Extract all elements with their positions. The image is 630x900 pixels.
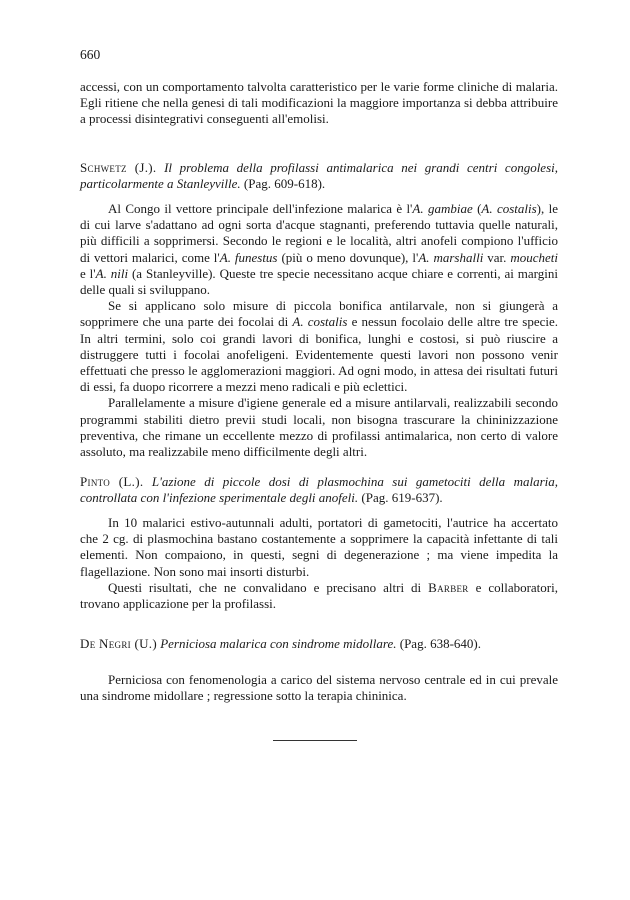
schwetz-abstract (80, 201, 558, 460)
denegri-reference (80, 636, 558, 652)
schwetz-paragraph-1: Al Congo il vettore principale dell'infezione malarica è l'A. gambiae (A. costalis), le di cui larve s'adattano ad ogni sorta d'acque stagnanti, preferendo tuttavia quelle naturali, più difficili a sopprimersi. Secondo le regioni e le località, altri anofeli compiono l'ufficio di vettori malarici, come l'A. funestus (più o meno dovunque), l'A. marshalli var. moucheti e l'A. nili (a Stanleyville). Queste tre specie necessitano acque chiare e correnti, ai margini delle quali si sviluppano. (80, 201, 559, 298)
schwetz-paragraph-2: Se si applicano solo misure di piccola bonifica antilarvale, non si giungerà a sopprimere che una parte dei focolai di A. costalis e nessun focolaio delle altre tre specie. In altri termini, solo coi grandi lavori di bonifica, lunghi e costosi, si può riuscire a distruggere tutti i focolai anofeligeni. Evidentemente questi lavori non possono venir effettuati che presso le agglomerazioni maggiori. Ad ogni modo, in attesa dei risultati futuri di essi, fa duopo ricorrere a mezzi meno radicali e più eclettici. (80, 298, 558, 395)
intro-paragraph (80, 79, 558, 128)
schwetz-author: Schwetz (J.). (80, 160, 157, 175)
pinto-abstract (80, 515, 558, 612)
denegri-pages: (Pag. 638-640). (399, 636, 481, 651)
denegri-abstract (80, 672, 558, 704)
intro-text: accessi, con un comportamento talvolta caratteristico per le varie forme cliniche di malaria. Egli ritiene che nella genesi di tali modificazioni la maggiore importanza si debba attribuire a processi disintegrativi conseguenti all'emolisi. (80, 79, 558, 127)
denegri-paragraph-1: Perniciosa con fenomenologia a carico del sistema nervoso centrale ed in cui prevale una sindrome midollare ; regressione sotto la terapia chininica. (80, 672, 558, 704)
barber-name: Barber (428, 579, 469, 595)
schwetz-pages: (Pag. 609-618). (243, 176, 326, 192)
page-number: 660 (80, 47, 101, 62)
schwetz-paragraph-3: Parallelamente a misure d'igiene generale ed a misure antilarvali, realizzabili secondo programmi stabiliti dietro previi studi locali, non bisogna trascurare la chininizzazione preventiva, che rimane un eccellente mezzo di profilassi antimalarica, non certo di valore assoluto, ma realizzabile meno difficilmente degli altri. (80, 395, 558, 460)
pinto-paragraph-1: In 10 malarici estivo-autunnali adulti, portatori di gametociti, l'autrice ha accertato che 2 cg. di plasmochina bastano costantemente a sopprimere la capacità infettante di tali elementi. Non compaiono, in questi, segni di degenerazione ; ma viene impedita la flagellazione. Non sono mai insorti disturbi. (80, 515, 558, 579)
pinto-title: L'azione di piccole dosi di plasmochina sui gametociti della malaria, controllata con l'infezione sperimentale degli anofeli. (80, 474, 559, 506)
schwetz-title: Il problema della profilassi antimalarica nei grandi centri congolesi, particolarmente a Stanleyville. (80, 160, 559, 192)
denegri-author: De Negri (U.) (80, 636, 157, 651)
pinto-paragraph-2: Questi risultati, che ne convalidano e precisano altri di Barber e collaboratori, trovano applicazione per la profilassi. (80, 579, 558, 612)
pinto-reference (80, 474, 558, 506)
pinto-author: Pinto (L.). (80, 474, 144, 489)
section-divider (273, 740, 357, 741)
denegri-title: Perniciosa malarica con sindrome midollare. (160, 636, 397, 651)
pinto-pages: (Pag. 619-637). (361, 490, 443, 506)
schwetz-reference (80, 160, 558, 192)
